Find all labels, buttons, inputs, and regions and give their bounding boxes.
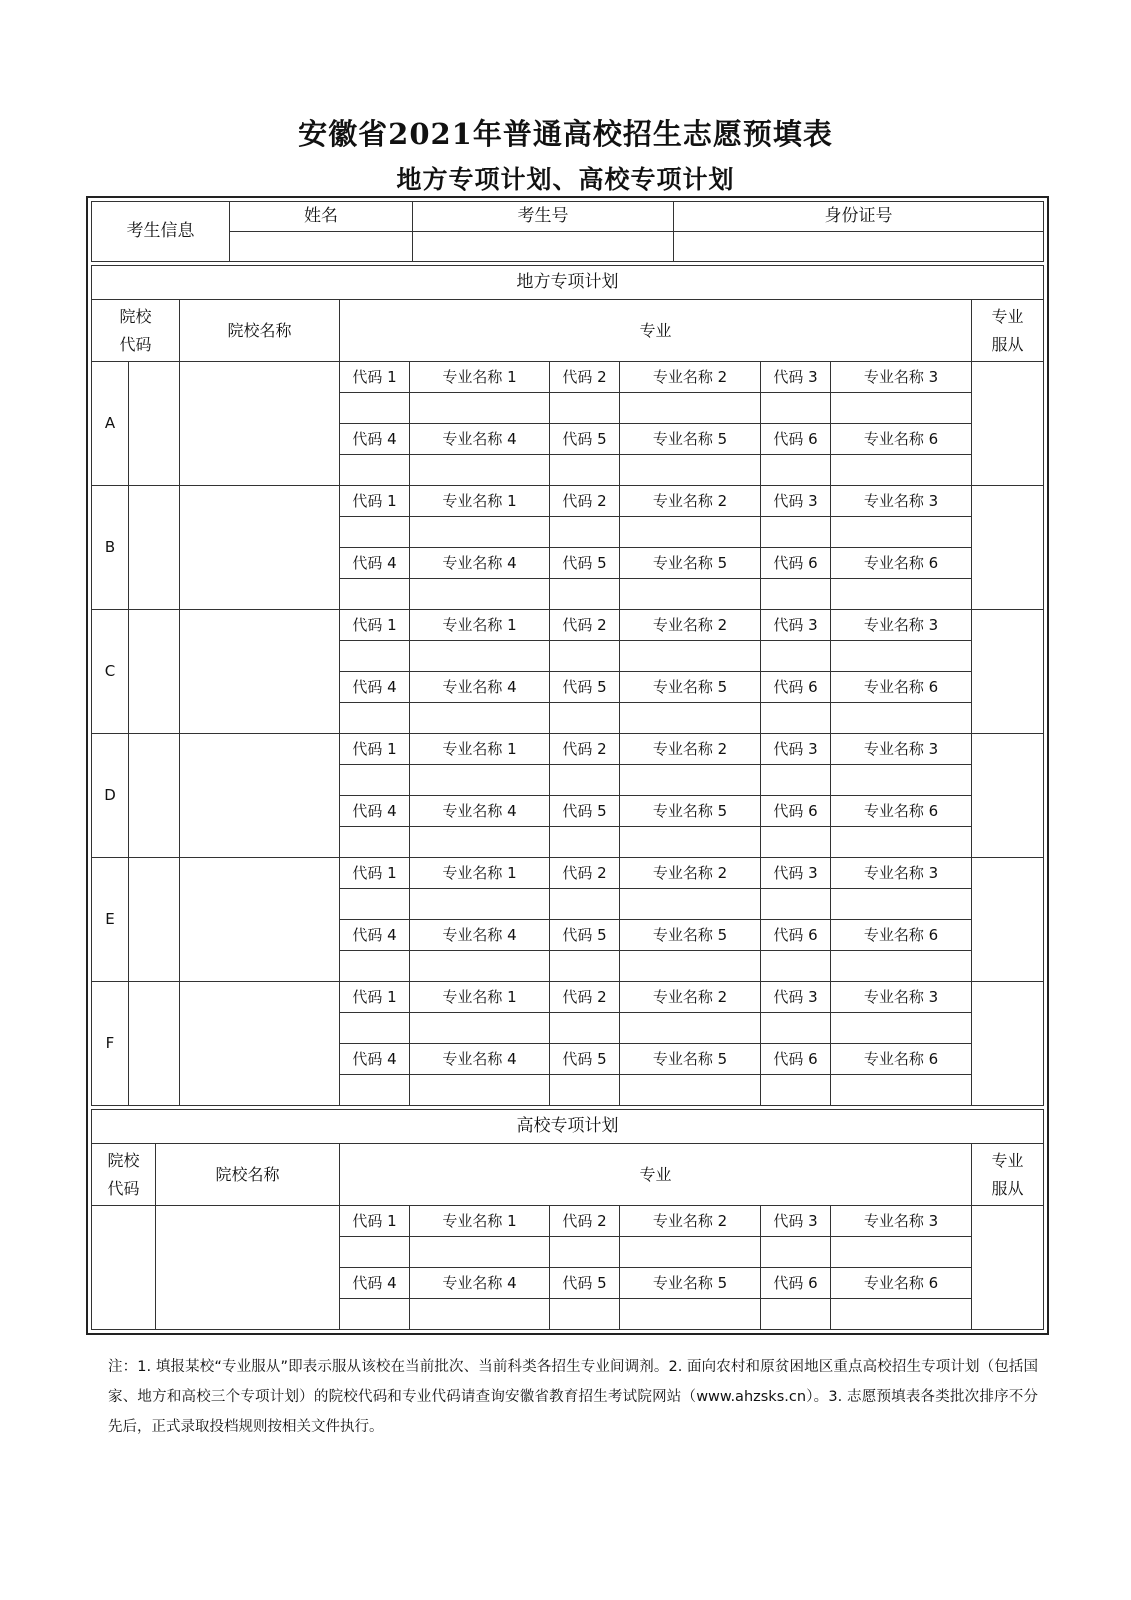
school-f-input-code[interactable] [340,1013,410,1044]
school-c-label-name: 专业名称 5 [620,672,761,703]
school-e-input-name[interactable] [620,951,761,982]
college-school-input-code[interactable] [340,1299,410,1330]
school-c-input-code[interactable] [761,703,831,734]
id-number-label: 身份证号 [674,202,1044,232]
school-f-label-code: 代码 1 [340,982,410,1013]
school-c-input-name[interactable] [831,641,972,672]
school-d-input-code[interactable] [761,827,831,858]
school-c-input-code[interactable] [550,641,620,672]
college-school-input-name[interactable] [831,1237,972,1268]
school-b-label-name: 专业名称 1 [410,486,550,517]
school-d-input-code[interactable] [340,765,410,796]
school-c-input-name[interactable] [831,703,972,734]
school-a-letter: A [92,362,129,486]
school-d-label-name: 专业名称 4 [410,796,550,827]
school-d-label-name: 专业名称 1 [410,734,550,765]
form-title: 安徽省2021年普通高校招生志愿预填表 [298,117,833,151]
school-b-input-name[interactable] [620,517,761,548]
school-b-label-name: 专业名称 4 [410,548,550,579]
school-a-label-code: 代码 2 [550,362,620,393]
school-b-input-name[interactable] [410,517,550,548]
school-e-input-name[interactable] [410,951,550,982]
school-f-label-name: 专业名称 1 [410,982,550,1013]
school-f-input-code[interactable] [761,1075,831,1106]
college-school-input-code[interactable] [340,1237,410,1268]
form-subtitle: 地方专项计划、高校专项计划 [396,165,735,194]
school-b-label-code: 代码 4 [340,548,410,579]
school-e-obey-cell[interactable] [972,858,1044,982]
school-c-label-code: 代码 1 [340,610,410,641]
school-a-input-code[interactable] [340,455,410,486]
school-c-label-code: 代码 6 [761,672,831,703]
college-obey-header-text: 专业 服从 [991,1150,1024,1198]
school-d-obey-cell[interactable] [972,734,1044,858]
school-a-label-code: 代码 4 [340,424,410,455]
school-f-label-code: 代码 6 [761,1044,831,1075]
school-a-input-name[interactable] [620,455,761,486]
college-major-header: 专业 [340,1144,972,1206]
school-e-input-code[interactable] [761,951,831,982]
school-c-label-name: 专业名称 2 [620,610,761,641]
college-school-input-code[interactable] [550,1299,620,1330]
school-a-code-cell[interactable] [129,362,180,486]
major-label-row [92,734,1044,765]
form-frame [86,196,1049,1335]
school-e-input-code[interactable] [340,951,410,982]
college-school-label-name: 专业名称 3 [831,1206,972,1237]
school-a-input-code[interactable] [550,455,620,486]
school-e-input-code[interactable] [340,889,410,920]
school-e-input-code[interactable] [761,889,831,920]
id-number-input-cell[interactable] [674,232,1044,262]
college-school-input-code[interactable] [550,1237,620,1268]
name-label: 姓名 [230,202,413,232]
school-f-input-code[interactable] [761,1013,831,1044]
school-f-input-name[interactable] [620,1075,761,1106]
school-b-input-name[interactable] [410,579,550,610]
school-f-input-name[interactable] [410,1013,550,1044]
school-d-label-name: 专业名称 6 [831,796,972,827]
school-b-label-code: 代码 5 [550,548,620,579]
school-b-label-code: 代码 6 [761,548,831,579]
school-b-input-name[interactable] [620,579,761,610]
college-school-name-header: 院校名称 [156,1144,340,1206]
college-school-input-name[interactable] [620,1299,761,1330]
name-input-cell[interactable] [230,232,413,262]
school-d-label-code: 代码 3 [761,734,831,765]
school-d-code-cell[interactable] [129,734,180,858]
school-f-label-code: 代码 5 [550,1044,620,1075]
school-d-letter: D [92,734,129,858]
major-label-row [92,1206,1044,1237]
college-school-code-cell[interactable] [92,1206,156,1330]
school-d-input-code[interactable] [761,765,831,796]
school-a-obey-cell[interactable] [972,362,1044,486]
school-c-input-name[interactable] [410,641,550,672]
school-f-input-code[interactable] [550,1075,620,1106]
school-f-label-code: 代码 3 [761,982,831,1013]
school-d-input-code[interactable] [550,827,620,858]
school-b-label-code: 代码 3 [761,486,831,517]
college-school-label-code: 代码 1 [340,1206,410,1237]
school-c-input-name[interactable] [620,641,761,672]
local-school-name-header: 院校名称 [180,300,340,362]
school-f-label-name: 专业名称 6 [831,1044,972,1075]
college-school-name-cell[interactable] [156,1206,340,1330]
school-d-label-name: 专业名称 3 [831,734,972,765]
college-school-label-name: 专业名称 4 [410,1268,550,1299]
major-label-row [92,610,1044,641]
school-f-label-name: 专业名称 3 [831,982,972,1013]
school-a-label-name: 专业名称 1 [410,362,550,393]
college-school-input-code[interactable] [761,1237,831,1268]
major-label-row [92,858,1044,889]
college-school-label-name: 专业名称 1 [410,1206,550,1237]
school-a-input-code[interactable] [550,393,620,424]
school-a-label-name: 专业名称 4 [410,424,550,455]
school-b-label-code: 代码 1 [340,486,410,517]
school-c-input-code[interactable] [550,703,620,734]
school-b-label-name: 专业名称 2 [620,486,761,517]
school-f-letter: F [92,982,129,1106]
school-e-label-name: 专业名称 1 [410,858,550,889]
school-a-label-code: 代码 3 [761,362,831,393]
school-b-obey-cell[interactable] [972,486,1044,610]
school-d-input-code[interactable] [550,765,620,796]
school-d-label-code: 代码 5 [550,796,620,827]
school-f-label-name: 专业名称 2 [620,982,761,1013]
local-obey-header-text: 专业 服从 [991,306,1024,354]
school-d-label-name: 专业名称 5 [620,796,761,827]
student-info-label: 考生信息 [92,202,230,262]
student-info-table [91,201,1044,262]
school-e-label-code: 代码 5 [550,920,620,951]
college-school-input-name[interactable] [410,1299,550,1330]
school-a-input-name[interactable] [410,393,550,424]
school-e-label-code: 代码 1 [340,858,410,889]
college-code-header-text: 院校 代码 [107,1150,140,1198]
school-b-name-cell[interactable] [180,486,340,610]
college-plan-table [91,1109,1044,1330]
school-d-input-name[interactable] [620,765,761,796]
school-d-input-code[interactable] [340,827,410,858]
school-e-label-name: 专业名称 2 [620,858,761,889]
school-c-obey-cell[interactable] [972,610,1044,734]
school-f-label-code: 代码 2 [550,982,620,1013]
school-b-input-code[interactable] [550,517,620,548]
college-school-input-code[interactable] [761,1299,831,1330]
major-label-row [92,486,1044,517]
school-b-input-code[interactable] [761,517,831,548]
school-a-label-name: 专业名称 2 [620,362,761,393]
school-a-input-name[interactable] [620,393,761,424]
school-b-label-name: 专业名称 5 [620,548,761,579]
school-c-name-cell[interactable] [180,610,340,734]
school-e-input-name[interactable] [831,889,972,920]
school-c-letter: C [92,610,129,734]
school-e-input-code[interactable] [550,889,620,920]
college-school-label-code: 代码 4 [340,1268,410,1299]
school-f-label-code: 代码 4 [340,1044,410,1075]
school-d-label-name: 专业名称 2 [620,734,761,765]
school-c-label-name: 专业名称 1 [410,610,550,641]
school-c-label-code: 代码 3 [761,610,831,641]
school-c-input-code[interactable] [761,641,831,672]
school-e-label-code: 代码 3 [761,858,831,889]
college-school-input-name[interactable] [410,1237,550,1268]
exam-no-label: 考生号 [413,202,674,232]
school-e-input-name[interactable] [620,889,761,920]
school-f-label-name: 专业名称 5 [620,1044,761,1075]
college-school-input-name[interactable] [831,1299,972,1330]
school-f-obey-cell[interactable] [972,982,1044,1106]
school-e-code-cell[interactable] [129,858,180,982]
school-e-letter: E [92,858,129,982]
college-plan-heading: 高校专项计划 [92,1110,1044,1144]
school-b-code-cell[interactable] [129,486,180,610]
school-d-input-name[interactable] [620,827,761,858]
major-label-row [92,362,1044,393]
college-school-label-code: 代码 3 [761,1206,831,1237]
school-c-input-code[interactable] [340,703,410,734]
school-c-input-name[interactable] [620,703,761,734]
local-obey-header [972,300,1044,362]
school-b-input-code[interactable] [340,517,410,548]
school-e-label-name: 专业名称 4 [410,920,550,951]
school-f-input-name[interactable] [831,1013,972,1044]
school-f-label-name: 专业名称 4 [410,1044,550,1075]
school-e-label-name: 专业名称 5 [620,920,761,951]
college-school-label-code: 代码 2 [550,1206,620,1237]
school-e-label-code: 代码 2 [550,858,620,889]
school-a-label-name: 专业名称 6 [831,424,972,455]
school-f-code-cell[interactable] [129,982,180,1106]
school-c-code-cell[interactable] [129,610,180,734]
school-a-label-name: 专业名称 5 [620,424,761,455]
school-c-label-code: 代码 2 [550,610,620,641]
school-a-input-name[interactable] [831,455,972,486]
college-code-header [92,1144,156,1206]
school-f-input-code[interactable] [550,1013,620,1044]
college-school-input-name[interactable] [620,1237,761,1268]
school-f-input-name[interactable] [620,1013,761,1044]
school-a-input-name[interactable] [831,393,972,424]
school-e-label-name: 专业名称 6 [831,920,972,951]
school-c-label-code: 代码 5 [550,672,620,703]
form-notes: 注：1. 填报某校“专业服从”即表示服从该校在当前批次、当前科类各招生专业间调剂。2. 面向农村和原贫困地区重点高校招生专项计划（包括国家、地方和高校三个专项计划）的院校代码和专业代码请查询安徽省教育招生考试院网站（www.ahzsks.cn）。3. 志愿预填表各类批次排序不分先后，正式录取投档规则按相关文件执行。 [108,1359,1038,1435]
school-a-name-cell[interactable] [180,362,340,486]
school-e-label-code: 代码 4 [340,920,410,951]
school-b-label-name: 专业名称 6 [831,548,972,579]
major-label-row [92,982,1044,1013]
school-b-input-code[interactable] [340,579,410,610]
school-d-input-name[interactable] [831,765,972,796]
school-a-label-code: 代码 6 [761,424,831,455]
college-school-obey-cell[interactable] [972,1206,1044,1330]
school-c-label-name: 专业名称 3 [831,610,972,641]
college-school-label-code: 代码 6 [761,1268,831,1299]
school-d-label-code: 代码 4 [340,796,410,827]
school-a-input-code[interactable] [340,393,410,424]
school-a-label-code: 代码 5 [550,424,620,455]
college-obey-header [972,1144,1044,1206]
school-c-label-name: 专业名称 4 [410,672,550,703]
local-code-header-text: 院校 代码 [119,306,152,354]
college-school-label-name: 专业名称 5 [620,1268,761,1299]
school-d-name-cell[interactable] [180,734,340,858]
school-b-label-name: 专业名称 3 [831,486,972,517]
school-f-input-code[interactable] [340,1075,410,1106]
school-b-input-name[interactable] [831,579,972,610]
school-d-input-name[interactable] [831,827,972,858]
local-plan-heading: 地方专项计划 [92,266,1044,300]
school-c-input-code[interactable] [340,641,410,672]
school-e-label-name: 专业名称 3 [831,858,972,889]
school-a-input-code[interactable] [761,455,831,486]
school-b-letter: B [92,486,129,610]
school-b-input-code[interactable] [761,579,831,610]
school-c-label-name: 专业名称 6 [831,672,972,703]
school-d-label-code: 代码 2 [550,734,620,765]
school-e-input-name[interactable] [831,951,972,982]
school-e-name-cell[interactable] [180,858,340,982]
school-a-input-code[interactable] [761,393,831,424]
school-e-input-code[interactable] [550,951,620,982]
school-d-input-name[interactable] [410,827,550,858]
school-e-label-code: 代码 6 [761,920,831,951]
school-d-label-code: 代码 1 [340,734,410,765]
exam-no-input-cell[interactable] [413,232,674,262]
local-major-header: 专业 [340,300,972,362]
school-d-label-code: 代码 6 [761,796,831,827]
school-a-label-name: 专业名称 3 [831,362,972,393]
school-f-input-name[interactable] [831,1075,972,1106]
school-b-input-name[interactable] [831,517,972,548]
school-f-name-cell[interactable] [180,982,340,1106]
local-code-header [92,300,180,362]
school-b-input-code[interactable] [550,579,620,610]
school-c-input-name[interactable] [410,703,550,734]
school-d-input-name[interactable] [410,765,550,796]
school-f-input-name[interactable] [410,1075,550,1106]
school-e-input-name[interactable] [410,889,550,920]
college-school-label-name: 专业名称 2 [620,1206,761,1237]
college-school-label-name: 专业名称 6 [831,1268,972,1299]
school-a-label-code: 代码 1 [340,362,410,393]
local-plan-table [91,265,1044,1106]
school-b-label-code: 代码 2 [550,486,620,517]
school-c-label-code: 代码 4 [340,672,410,703]
school-a-input-name[interactable] [410,455,550,486]
college-school-label-code: 代码 5 [550,1268,620,1299]
